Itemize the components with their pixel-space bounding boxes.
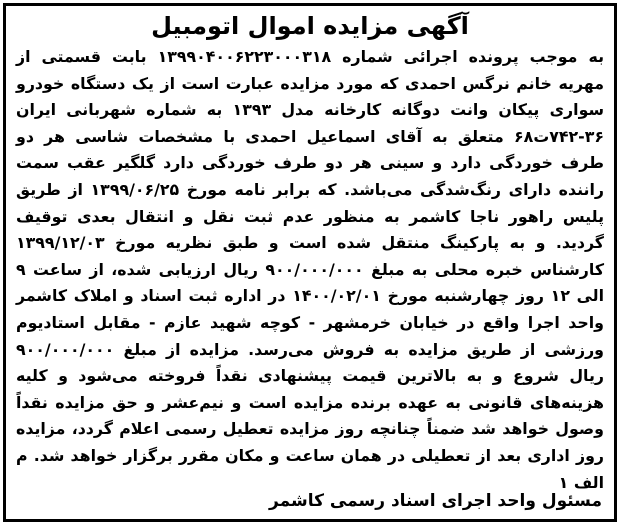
notice-content <box>12 8 608 517</box>
notice-body: به موجب پرونده اجرائی شماره ۱۳۹۹۰۴۰۰۶۲۲۳۰۰۰۳۱۸ بابت قسمتی از مهریه خانم نرگس احمدی که مورد مزایده عبارت است از یک دستگاه خودرو سواری پیکان وانت دوگانه کارخانه مدل ۱۳۹۳ به شماره شهربانی ایران ۳۶-۷۴۲ت۶۸ متعلق به آقای اسماعیل احمدی با مشخصات شاسی هر دو طرف خوردگی دارد و سینی هر دو طرف خوردگی دارد گلگیر عقب سمت راننده دارای رنگ‌شدگی می‌باشد. که برابر نامه مورخ ۱۳۹۹/۰۶/۲۵ از طریق پلیس راهور ناجا کاشمر به منظور عدم ثبت نقل و انتقال بعدی توقیف گردید. و به پارکینگ منتقل شده است و طبق نظریه مورخ ۱۳۹۹/۱۲/۰۳ کارشناس خبره محلی به مبلغ ۹۰۰/۰۰۰/۰۰۰ ریال ارزیابی شده، از ساعت ۹ الی ۱۲ روز چهارشنبه مورخ ۱۴۰۰/۰۲/۰۱ در اداره ثبت اسناد و املاک کاشمر واحد اجرا واقع در خیابان خرمشهر - کوچه شهید عازم - مقابل استادیوم ورزشی از طریق مزایده به فروش می‌رسد. مزایده از مبلغ ۹۰۰/۰۰۰/۰۰۰ ریال شروع و به بالاترین قیمت پیشنهادی نقداً فروخته می‌شود و کلیه هزینه‌های قانونی به عهده برنده مزایده است و نیم‌عشر و حق مزایده نقداً وصول خواهد شد ضمناً چنانچه روز مزایده تعطیل رسمی اعلام گردد، مزایده روز اداری بعد از تعطیلی در همان ساعت و مکان مقرر برگزار خواهد شد. م الف ۱ <box>16 47 605 492</box>
notice-frame <box>3 3 617 522</box>
notice-signature: مسئول واحد اجرای اسناد رسمی کاشمر <box>269 491 602 511</box>
notice-title: آگهی مزایده اموال اتومبیل <box>151 12 469 40</box>
